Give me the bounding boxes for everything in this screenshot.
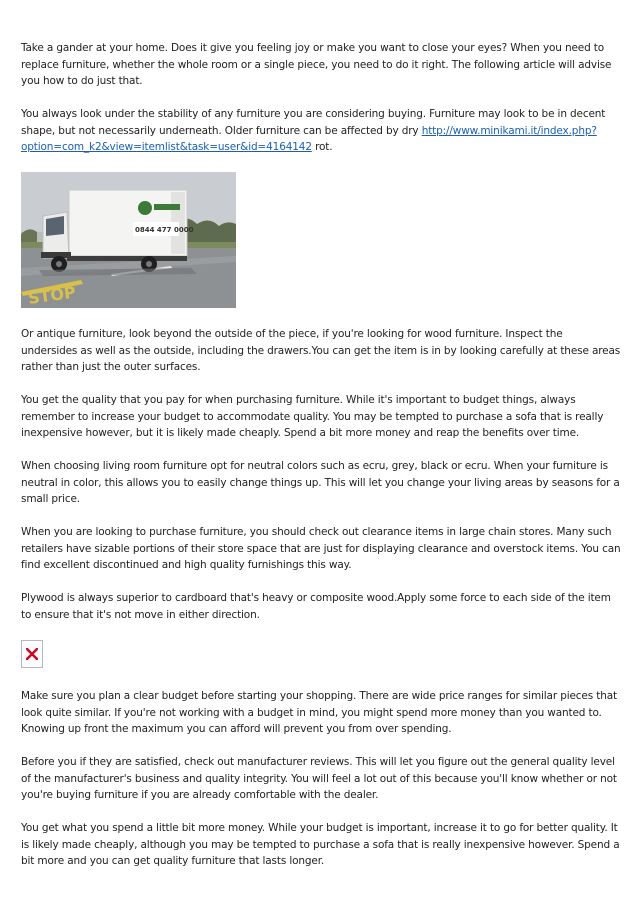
paragraph: You get what you spend a little bit more money. While your budget is important, increase it to go for better quality. It is likely made cheaply, although you may be tempted to purchase a sofa that is really inexpensive however. Spend a bit more and you can get quality furniture that lasts longer. xyxy=(21,822,620,867)
paragraph: You get the quality that you pay for when purchasing furniture. While it's important to budget things, always remember to increase your budget to accommodate quality. You may be tempted to purchase a sofa that is really inexpensive however, but it is likely made cheaply. Spend a bit more money and reap the benefits over time. xyxy=(21,394,604,439)
paragraph-with-link xyxy=(21,106,621,156)
truck-phone-text: 0844 477 0000 xyxy=(135,226,194,234)
paragraph: Before you if they are satisfied, check out manufacturer reviews. This will let you figure out the general quality level of the manufacturer's business and quality integrity. You will feel a lot out of this because you'll know whether or not you're buying furniture if you are already comfortable with the dealer. xyxy=(21,756,617,801)
paragraph: Or antique furniture, look beyond the outside of the piece, if you're looking for wood furniture. Inspect the undersides as well as the outside, including the drawers.You can get the item is in by looking carefully at these areas rather than just the outer surfaces. xyxy=(21,328,621,373)
paragraph: Take a gander at your home. Does it give you feeling joy or make you want to close your eyes? When you need to replace furniture, whether the whole room or a single piece, you need to do it right. The following article will advise you how to do just that. xyxy=(21,42,612,87)
inline-link[interactable]: http://www.minikami.it/index.php?option=com_k2&view=itemlist&task=user&id=4164142 xyxy=(21,124,597,153)
road-marking-text: STOP xyxy=(26,282,77,308)
paragraph: Plywood is always superior to cardboard that's heavy or composite wood.Apply some force to each side of the item to ensure that it's not move in either direction. xyxy=(21,592,611,621)
truck-photo xyxy=(21,172,236,308)
paragraph: Make sure you plan a clear budget before starting your shopping. There are wide price ranges for similar pieces that look quite similar. If you're not working with a budget in mind, you might spend more money than you wanted to. Knowing up front the maximum you can afford will prevent you from over spending. xyxy=(21,690,617,735)
broken-image-placeholder xyxy=(21,640,43,668)
paragraph: When choosing living room furniture opt for neutral colors such as ecru, grey, black or ecru. When your furniture is neutral in color, this allows you to easily change things up. This will let you change your living areas by seasons for a small price. xyxy=(21,460,620,505)
paragraph: When you are looking to purchase furniture, you should check out clearance items in large chain stores. Many such retailers have sizable portions of their store space that are just for displaying clearance and overstock items. You can find excellent discontinued and high quality furnishings this way. xyxy=(21,526,621,571)
paragraph-text: rot. xyxy=(311,141,333,153)
paragraph-text: You always look under the stability of any furniture you are considering buying. Furniture may look to be in decent shape, but not necessarily underneath. Older furniture can be affected by dry xyxy=(21,108,606,137)
broken-image-icon xyxy=(26,648,38,660)
